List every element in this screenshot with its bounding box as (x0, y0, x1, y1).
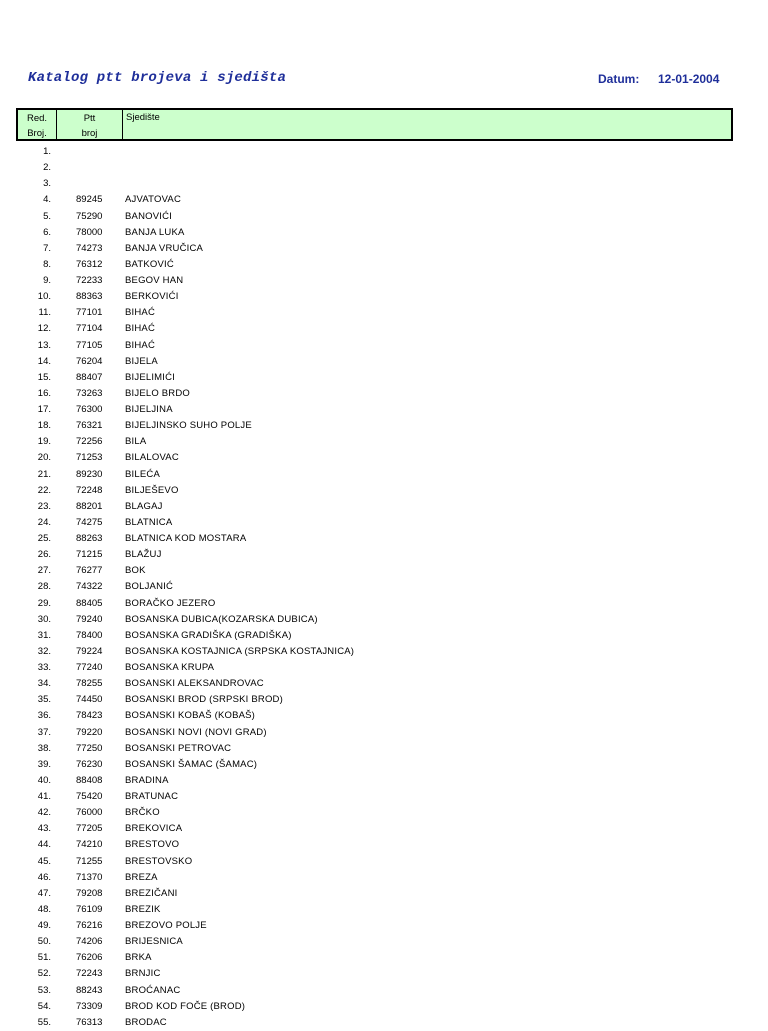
row-number-cell: 14. (37, 355, 51, 367)
ptt-code-cell: 76321 (76, 420, 103, 432)
place-name-cell: BREZIK (125, 903, 161, 915)
ptt-code-cell: 76204 (76, 355, 103, 367)
place-name-cell: BROĆANAC (125, 984, 181, 996)
row-number-cell: 49. (37, 920, 51, 931)
table-row (0, 741, 768, 757)
ptt-code-cell: 89230 (76, 468, 103, 480)
table-row (0, 515, 768, 531)
ptt-code-cell: 77104 (76, 323, 103, 335)
date-value: 12-01-2004 (658, 72, 720, 86)
table-row (0, 789, 768, 805)
table-row (0, 934, 768, 950)
table-row (0, 950, 768, 966)
table-row (0, 305, 768, 321)
ptt-code-cell: 88263 (76, 533, 103, 544)
ptt-code-cell: 74322 (76, 581, 103, 593)
row-number-cell: 4. (43, 194, 51, 206)
row-number-cell: 33. (37, 662, 51, 673)
ptt-code-cell: 77105 (76, 339, 103, 351)
table-row (0, 499, 768, 515)
row-number-cell: 18. (37, 420, 51, 432)
row-number-cell: 37. (37, 726, 51, 738)
column-header-red-broj (18, 110, 57, 139)
ptt-code-cell: 76312 (76, 258, 103, 270)
ptt-code-cell: 73263 (76, 387, 103, 399)
place-name-cell: BOSANSKI PETROVAC (125, 742, 232, 754)
place-name-cell: BIJELJINSKO SUHO POLJE (125, 420, 252, 432)
table-row (0, 418, 768, 434)
row-number-cell: 23. (37, 500, 51, 512)
ptt-code-cell: 78000 (76, 226, 103, 238)
row-number-cell: 38. (37, 742, 51, 754)
place-name-cell: BIHAĆ (125, 339, 156, 351)
table-row (0, 402, 768, 418)
table-row (0, 144, 768, 160)
column-header-line: Broj. (27, 128, 47, 139)
place-name-cell: BILA (125, 436, 147, 448)
row-number-cell: 6. (43, 226, 51, 238)
ptt-code-cell: 74273 (76, 242, 103, 254)
table-row (0, 483, 768, 499)
ptt-code-cell: 73309 (76, 1000, 103, 1012)
place-name-cell: BRODAC (125, 1016, 167, 1028)
table-row (0, 338, 768, 354)
place-name-cell: BILALOVAC (125, 452, 179, 464)
row-number-cell: 15. (37, 371, 51, 383)
place-name-cell: BOSANSKA GRADIŠKA (GRADIŠKA) (125, 629, 292, 641)
place-name-cell: BLAŽUJ (125, 549, 162, 561)
row-number-cell: 25. (37, 533, 51, 544)
table-row (0, 225, 768, 241)
column-header-sjediste: Sjedište (126, 112, 160, 123)
place-name-cell: BLATNICA KOD MOSTARA (125, 533, 247, 544)
place-name-cell: BOSANSKA DUBICA(KOZARSKA DUBICA) (125, 613, 318, 625)
place-name-cell: BOSANSKI BROD (SRPSKI BROD) (125, 694, 283, 706)
page-title: Katalog ptt brojeva i sjedišta (28, 70, 287, 86)
ptt-code-cell: 89245 (76, 194, 103, 206)
row-number-cell: 16. (37, 387, 51, 399)
ptt-code-cell: 71253 (76, 452, 103, 464)
ptt-code-cell: 74275 (76, 516, 103, 528)
ptt-code-cell: 88201 (76, 500, 103, 512)
table-row (0, 676, 768, 692)
place-name-cell: BIJELJINA (125, 404, 173, 415)
place-name-cell: BREZA (125, 871, 158, 883)
row-number-cell: 22. (37, 484, 51, 496)
table-row (0, 241, 768, 257)
table-row (0, 918, 768, 934)
ptt-code-cell: 76216 (76, 920, 103, 931)
row-number-cell: 1. (43, 146, 51, 157)
place-name-cell: BILJEŠEVO (125, 484, 179, 496)
row-number-cell: 12. (37, 323, 51, 335)
row-number-cell: 17. (37, 404, 51, 415)
ptt-code-cell: 76206 (76, 952, 103, 964)
place-name-cell: BOSANSKI NOVI (NOVI GRAD) (125, 726, 267, 738)
row-number-cell: 13. (37, 339, 51, 351)
row-number-cell: 43. (37, 823, 51, 835)
place-name-cell: BANOVIĆI (125, 210, 172, 222)
row-number-cell: 54. (37, 1000, 51, 1012)
row-number-cell: 40. (37, 774, 51, 786)
ptt-code-cell: 71370 (76, 871, 103, 883)
ptt-code-cell: 77240 (76, 662, 103, 673)
place-name-cell: BRESTOVSKO (125, 855, 193, 867)
row-number-cell: 50. (37, 936, 51, 948)
ptt-code-cell: 88405 (76, 597, 103, 609)
ptt-code-cell: 76300 (76, 404, 103, 415)
ptt-code-cell: 79240 (76, 613, 103, 625)
table-row (0, 209, 768, 225)
table-row (0, 192, 768, 208)
table-row (0, 1015, 768, 1031)
place-name-cell: BIJELIMIĆI (125, 371, 176, 383)
ptt-code-cell: 76313 (76, 1016, 103, 1028)
place-name-cell: BRADINA (125, 774, 169, 786)
row-number-cell: 20. (37, 452, 51, 464)
table-row (0, 321, 768, 337)
ptt-code-cell: 88243 (76, 984, 103, 996)
table-row (0, 176, 768, 192)
table-row (0, 692, 768, 708)
place-name-cell: BIJELA (125, 355, 158, 367)
table-row (0, 644, 768, 660)
row-number-cell: 41. (37, 791, 51, 802)
ptt-code-cell: 78400 (76, 629, 103, 641)
ptt-code-cell: 88407 (76, 371, 103, 383)
row-number-cell: 44. (37, 839, 51, 851)
ptt-code-cell: 76109 (76, 903, 103, 915)
row-number-cell: 21. (37, 468, 51, 480)
ptt-code-cell: 72233 (76, 275, 103, 286)
row-number-cell: 19. (37, 436, 51, 448)
table-row (0, 596, 768, 612)
ptt-code-cell: 79220 (76, 726, 103, 738)
place-name-cell: BIHAĆ (125, 323, 156, 335)
row-number-cell: 9. (43, 275, 51, 286)
table-header (16, 108, 733, 141)
place-name-cell: AJVATOVAC (125, 194, 181, 206)
place-name-cell: BERKOVIĆI (125, 291, 179, 303)
place-name-cell: BILEĆA (125, 468, 160, 480)
ptt-code-cell: 71255 (76, 855, 103, 867)
table-row (0, 773, 768, 789)
row-number-cell: 24. (37, 516, 51, 528)
row-number-cell: 28. (37, 581, 51, 593)
ptt-code-cell: 76230 (76, 758, 103, 770)
ptt-code-cell: 76277 (76, 565, 103, 577)
place-name-cell: BRČKO (125, 807, 160, 819)
row-number-cell: 30. (37, 613, 51, 625)
place-name-cell: BREKOVICA (125, 823, 183, 835)
date-label: Datum: (598, 72, 640, 86)
table-row (0, 370, 768, 386)
row-number-cell: 5. (43, 210, 51, 222)
table-row (0, 386, 768, 402)
table-row (0, 854, 768, 870)
table-row (0, 983, 768, 999)
table-row (0, 821, 768, 837)
place-name-cell: BOSANSKA KRUPA (125, 662, 215, 673)
table-row (0, 257, 768, 273)
row-number-cell: 48. (37, 903, 51, 915)
place-name-cell: BRATUNAC (125, 791, 179, 802)
place-name-cell: BRKA (125, 952, 152, 964)
ptt-code-cell: 76000 (76, 807, 103, 819)
place-name-cell: BATKOVIĆ (125, 258, 174, 270)
ptt-code-cell: 72248 (76, 484, 103, 496)
column-header-ptt-broj (57, 110, 123, 139)
row-number-cell: 11. (38, 307, 51, 319)
ptt-code-cell: 88408 (76, 774, 103, 786)
table-row (0, 547, 768, 563)
ptt-code-cell: 77101 (76, 307, 103, 319)
ptt-code-cell: 78423 (76, 710, 103, 722)
place-name-cell: BOK (125, 565, 146, 577)
table-row (0, 467, 768, 483)
ptt-code-cell: 88363 (76, 291, 103, 303)
ptt-code-cell: 79208 (76, 887, 103, 899)
ptt-code-cell: 74450 (76, 694, 103, 706)
place-name-cell: BREZIČANI (125, 887, 178, 899)
table-row (0, 563, 768, 579)
table-row (0, 870, 768, 886)
ptt-code-cell: 75290 (76, 210, 103, 222)
table-row (0, 757, 768, 773)
row-number-cell: 34. (37, 678, 51, 690)
row-number-cell: 47. (37, 887, 51, 899)
place-name-cell: BOSANSKA KOSTAJNICA (SRPSKA KOSTAJNICA) (125, 645, 355, 657)
place-name-cell: BANJA LUKA (125, 226, 185, 238)
table-row (0, 805, 768, 821)
ptt-code-cell: 78255 (76, 678, 103, 690)
table-row (0, 628, 768, 644)
place-name-cell: BLAGAJ (125, 500, 163, 512)
ptt-code-cell: 74206 (76, 936, 103, 948)
table-row (0, 612, 768, 628)
place-name-cell: BOSANSKI ŠAMAC (ŠAMAC) (125, 758, 258, 770)
row-number-cell: 3. (43, 178, 51, 190)
column-header-line: broj (81, 128, 98, 139)
table-row (0, 708, 768, 724)
place-name-cell: BIJELO BRDO (125, 387, 191, 399)
place-name-cell: BORAČKO JEZERO (125, 597, 216, 609)
place-name-cell: BRESTOVO (125, 839, 180, 851)
row-number-cell: 53. (37, 984, 51, 996)
row-number-cell: 10. (37, 291, 51, 303)
place-name-cell: BEGOV HAN (125, 275, 184, 286)
row-number-cell: 2. (43, 162, 51, 174)
table-row (0, 273, 768, 289)
place-name-cell: BOSANSKI ALEKSANDROVAC (125, 678, 264, 690)
place-name-cell: BRNJIC (125, 968, 161, 980)
place-name-cell: BOLJANIĆ (125, 581, 174, 593)
row-number-cell: 26. (37, 549, 51, 561)
date-block (598, 72, 719, 86)
place-name-cell: BRIJESNICA (125, 936, 183, 948)
row-number-cell: 32. (37, 645, 51, 657)
row-number-cell: 45. (37, 855, 51, 867)
table-row (0, 886, 768, 902)
row-number-cell: 42. (37, 807, 51, 819)
row-number-cell: 46. (37, 871, 51, 883)
ptt-code-cell: 79224 (76, 645, 103, 657)
table-row (0, 837, 768, 853)
place-name-cell: BLATNICA (125, 516, 173, 528)
table-row (0, 289, 768, 305)
ptt-code-cell: 77250 (76, 742, 103, 754)
table-row (0, 531, 768, 547)
table-row (0, 966, 768, 982)
table-row (0, 902, 768, 918)
table-row (0, 660, 768, 676)
table-row (0, 725, 768, 741)
table-row (0, 579, 768, 595)
row-number-cell: 27. (37, 565, 51, 577)
ptt-code-cell: 77205 (76, 823, 103, 835)
table-row (0, 160, 768, 176)
ptt-code-cell: 71215 (76, 549, 103, 561)
row-number-cell: 36. (37, 710, 51, 722)
ptt-code-cell: 75420 (76, 791, 103, 802)
row-number-cell: 52. (37, 968, 51, 980)
table-row (0, 354, 768, 370)
table-row (0, 434, 768, 450)
row-number-cell: 31. (37, 629, 51, 641)
row-number-cell: 55. (37, 1016, 51, 1028)
row-number-cell: 35. (37, 694, 51, 706)
column-header-line: Ptt (83, 113, 96, 124)
table-body (0, 144, 768, 1031)
place-name-cell: BIHAĆ (125, 307, 156, 319)
ptt-code-cell: 72243 (76, 968, 103, 980)
place-name-cell: BROD KOD FOČE (BROD) (125, 1000, 246, 1012)
place-name-cell: BREZOVO POLJE (125, 920, 207, 931)
ptt-code-cell: 74210 (76, 839, 103, 851)
place-name-cell: BANJA VRUČICA (125, 242, 204, 254)
row-number-cell: 29. (37, 597, 51, 609)
place-name-cell: BOSANSKI KOBAŠ (KOBAŠ) (125, 710, 256, 722)
row-number-cell: 7. (43, 242, 51, 254)
table-row (0, 450, 768, 466)
table-row (0, 999, 768, 1015)
row-number-cell: 39. (37, 758, 51, 770)
row-number-cell: 8. (43, 258, 51, 270)
column-header-line: Red. (26, 113, 48, 124)
ptt-code-cell: 72256 (76, 436, 103, 448)
row-number-cell: 51. (37, 952, 51, 964)
